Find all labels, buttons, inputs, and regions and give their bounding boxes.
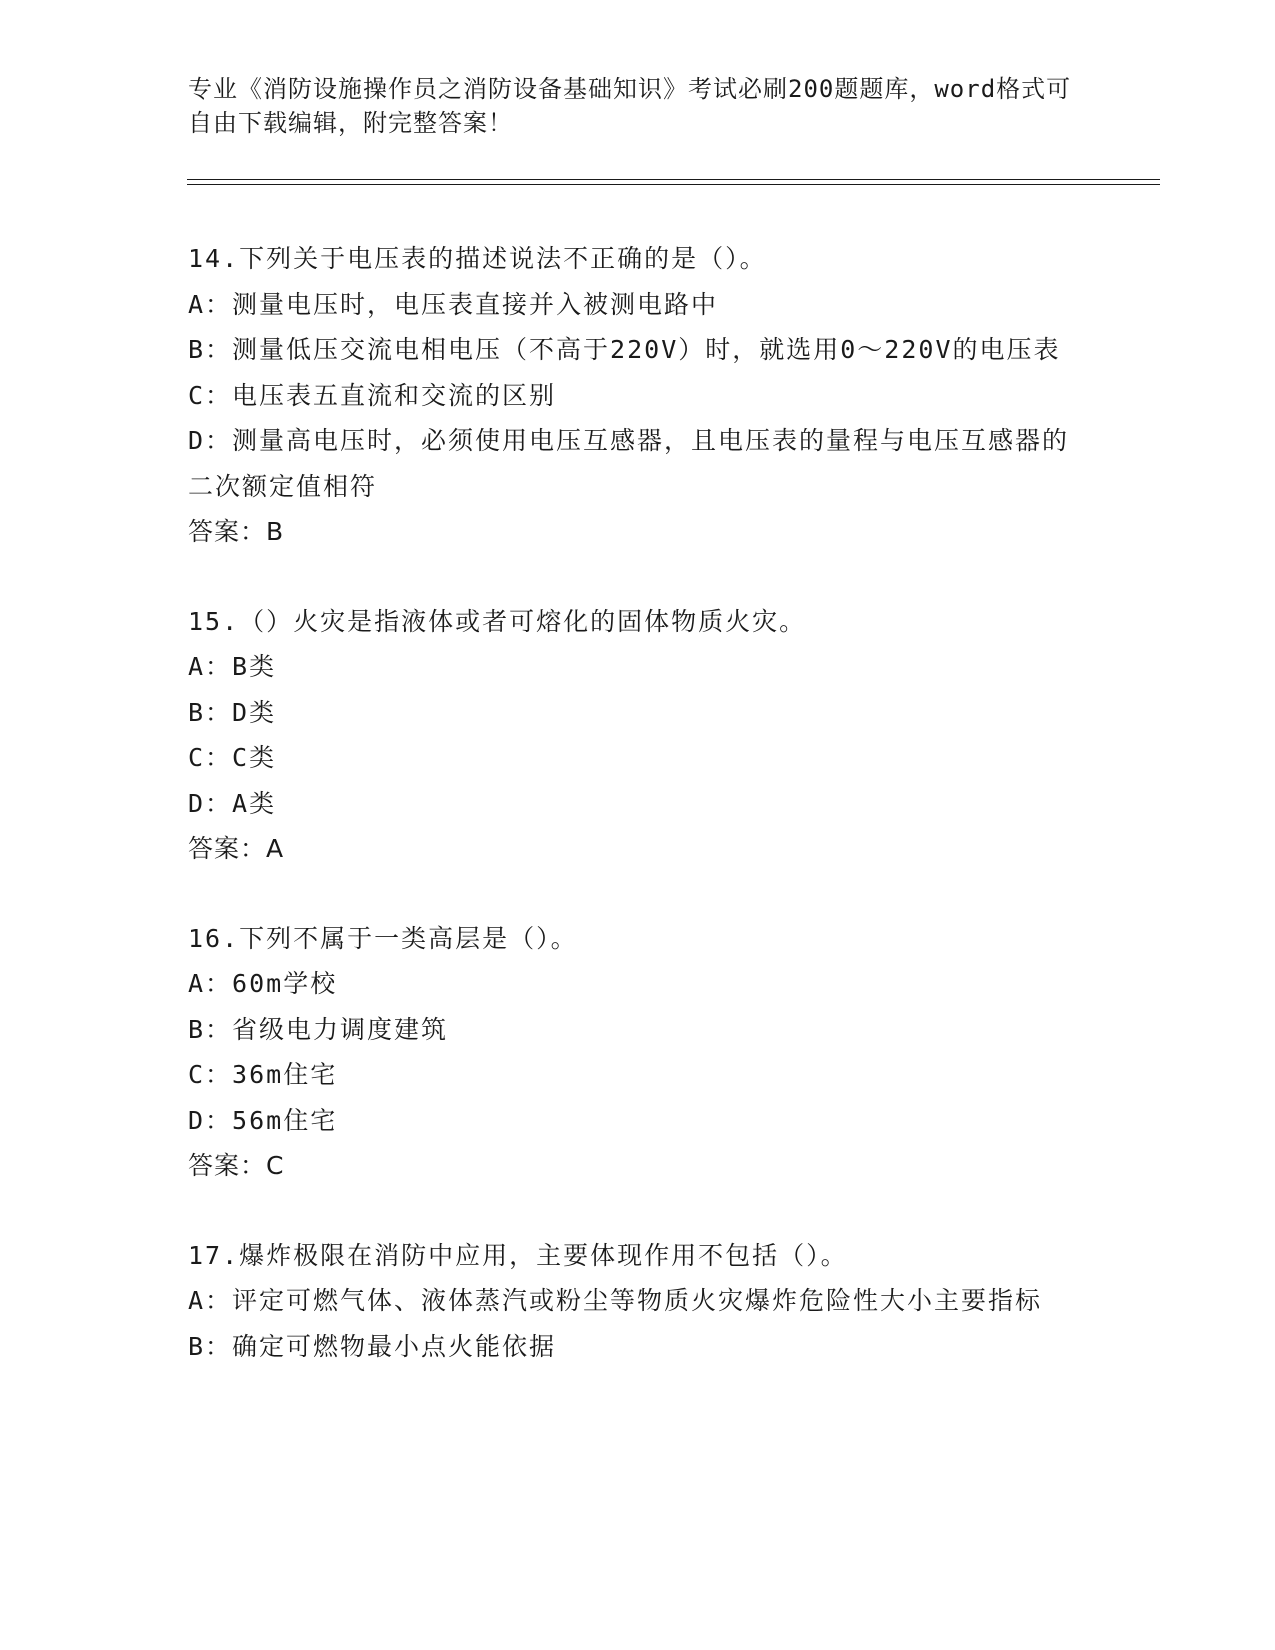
question-option-a: A：测量电压时，电压表直接并入被测电路中	[188, 289, 719, 319]
question-answer: 答案：A	[188, 834, 285, 863]
question-answer: 答案：B	[188, 517, 285, 546]
question-list	[188, 236, 1088, 1413]
question-option-c: C：C类	[188, 743, 277, 772]
question-option-c: C：电压表五直流和交流的区别	[188, 380, 557, 410]
question-stem: 17.爆炸极限在消防中应用，主要体现作用不包括（）。	[188, 1240, 848, 1270]
question-stem: 14.下列关于电压表的描述说法不正确的是（）。	[188, 244, 767, 273]
question-16	[188, 916, 1088, 1189]
header-divider-top	[187, 179, 1160, 180]
question-option-d: D：测量高电压时，必须使用电压互感器，且电压表的量程与电压互感器的二次额定值相符	[188, 426, 1070, 501]
question-answer: 答案：C	[188, 1151, 285, 1180]
question-option-d: D：56m住宅	[188, 1105, 338, 1135]
question-17	[188, 1233, 1088, 1370]
question-stem: 15.（）火灾是指液体或者可熔化的固体物质火灾。	[188, 606, 807, 636]
header-divider-bottom	[187, 184, 1160, 185]
question-option-d: D：A类	[188, 788, 277, 818]
question-option-a: A：B类	[188, 652, 277, 681]
question-option-b: B：测量低压交流电相电压（不高于220V）时，就选用0～220V的电压表	[188, 335, 1061, 364]
question-stem: 16.下列不属于一类高层是（）。	[188, 923, 578, 953]
question-option-c: C：36m住宅	[188, 1060, 338, 1089]
question-option-a: A：评定可燃气体、液体蒸汽或粉尘等物质火灾爆炸危险性大小主要指标	[188, 1286, 1043, 1315]
header-line-1: 专业《消防设施操作员之消防设备基础知识》考试必刷200题题库，word格式可	[188, 75, 1072, 103]
question-15	[188, 599, 1088, 872]
question-option-b: B：D类	[188, 697, 277, 727]
question-option-b: B：确定可燃物最小点火能依据	[188, 1331, 557, 1361]
header-line-2: 自由下载编辑，附完整答案！	[188, 109, 513, 137]
question-14	[188, 236, 1088, 555]
document-header	[188, 72, 1088, 140]
question-option-a: A：60m学校	[188, 969, 338, 998]
question-option-b: B：省级电力调度建筑	[188, 1014, 449, 1044]
